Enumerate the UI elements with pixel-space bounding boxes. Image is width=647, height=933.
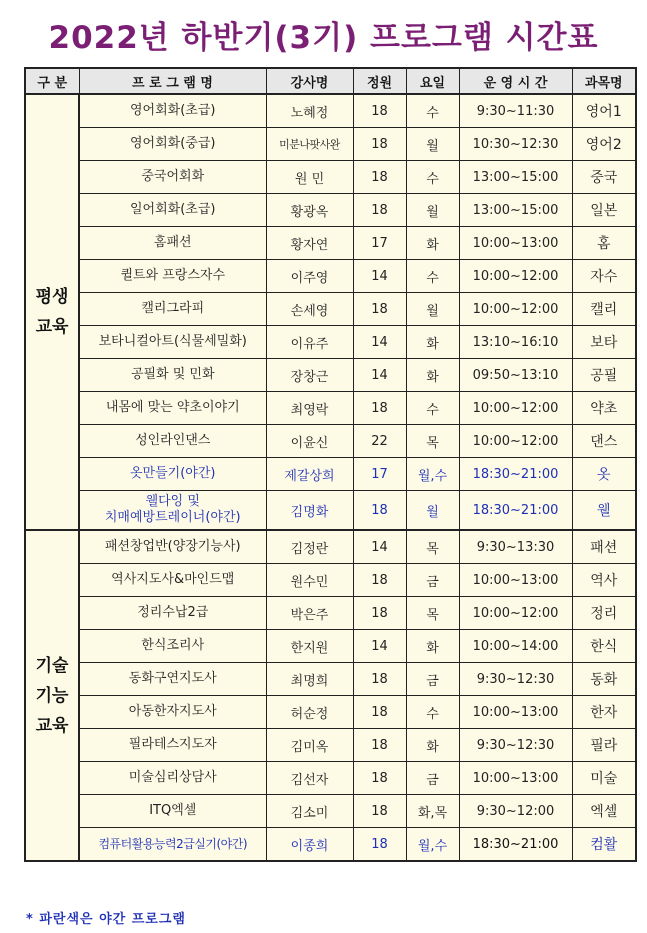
time: 9:30~12:30 [459,663,572,696]
subject: 보타 [572,326,636,359]
time: 10:00~12:00 [459,597,572,630]
header-subject: 과목명 [572,68,636,94]
table-row [25,425,636,458]
table-row [25,795,636,828]
table-row [25,729,636,762]
subject: 자수 [572,260,636,293]
day: 화 [406,359,459,392]
table-row [25,293,636,326]
table-row [25,227,636,260]
subject: 웰 [572,491,636,531]
day: 화 [406,630,459,663]
table-row-night [25,491,636,531]
capacity: 14 [353,326,406,359]
time: 10:00~12:00 [459,425,572,458]
table-row [25,597,636,630]
program-name: 퀼트와 프랑스자수 [79,260,266,293]
program-name: 홈패션 [79,227,266,260]
capacity: 22 [353,425,406,458]
program-name: 캘리그라피 [79,293,266,326]
program-name: 패션창업반(양장기능사) [79,530,266,564]
program-name: 영어회화(중급) [79,128,266,161]
day: 수 [406,392,459,425]
lecturer-name: 한지원 [266,630,353,663]
time: 10:00~12:00 [459,392,572,425]
table-row [25,260,636,293]
day: 화 [406,326,459,359]
day: 금 [406,564,459,597]
lecturer-name: 최영락 [266,392,353,425]
program-name: 일어회화(초급) [79,194,266,227]
day: 화,목 [406,795,459,828]
subject: 필라 [572,729,636,762]
time: 10:00~13:00 [459,696,572,729]
table-row [25,663,636,696]
time: 9:30~12:30 [459,729,572,762]
time: 10:00~14:00 [459,630,572,663]
lecturer-name: 미분나팟사완 [266,128,353,161]
capacity: 18 [353,597,406,630]
time: 10:30~12:30 [459,128,572,161]
section-lifelong: 평생 교육 [25,94,79,530]
lecturer-name: 이주영 [266,260,353,293]
time: 10:00~13:00 [459,762,572,795]
capacity: 18 [353,392,406,425]
day: 화 [406,729,459,762]
day: 금 [406,762,459,795]
program-name: 영어회화(초급) [79,94,266,128]
capacity: 14 [353,630,406,663]
time: 10:00~13:00 [459,227,572,260]
lecturer-name: 원 민 [266,161,353,194]
program-name: 성인라인댄스 [79,425,266,458]
capacity: 18 [353,729,406,762]
table-row [25,161,636,194]
lecturer-name: 김명화 [266,491,353,531]
time: 13:00~15:00 [459,161,572,194]
lecturer-name: 이윤신 [266,425,353,458]
lecturer-name: 황광옥 [266,194,353,227]
time: 18:30~21:00 [459,828,572,862]
header-program: 프 로 그 램 명 [79,68,266,94]
time: 13:10~16:10 [459,326,572,359]
subject: 영어2 [572,128,636,161]
subject: 약초 [572,392,636,425]
program-name: 내몸에 맞는 약초이야기 [79,392,266,425]
capacity: 18 [353,828,406,862]
table-row [25,530,636,564]
lecturer-name: 이종희 [266,828,353,862]
header-row [25,68,636,94]
subject: 중국 [572,161,636,194]
header-section: 구 분 [25,68,79,94]
lecturer-name: 김미옥 [266,729,353,762]
lecturer-name: 김정란 [266,530,353,564]
program-name: 한식조리사 [79,630,266,663]
subject: 역사 [572,564,636,597]
header-time: 운 영 시 간 [459,68,572,94]
day: 금 [406,663,459,696]
program-name: 중국어회화 [79,161,266,194]
day: 월 [406,293,459,326]
lecturer-name: 노혜정 [266,94,353,128]
table-row-night [25,458,636,491]
table-row [25,326,636,359]
time: 9:30~13:30 [459,530,572,564]
program-name: 미술심리상담사 [79,762,266,795]
subject: 미술 [572,762,636,795]
capacity: 17 [353,458,406,491]
capacity: 18 [353,663,406,696]
header-day: 요일 [406,68,459,94]
capacity: 18 [353,293,406,326]
lecturer-name: 김소미 [266,795,353,828]
capacity: 18 [353,696,406,729]
program-name: 정리수납2급 [79,597,266,630]
capacity: 18 [353,161,406,194]
capacity: 18 [353,762,406,795]
subject: 캘리 [572,293,636,326]
table-row [25,564,636,597]
table-row [25,696,636,729]
table-row [25,128,636,161]
table-row [25,94,636,128]
program-name: 옷만들기(야간) [79,458,266,491]
capacity: 18 [353,795,406,828]
lecturer-name: 장창근 [266,359,353,392]
lecturer-name: 이유주 [266,326,353,359]
subject: 댄스 [572,425,636,458]
time: 13:00~15:00 [459,194,572,227]
day: 목 [406,530,459,564]
table-row [25,194,636,227]
day: 수 [406,696,459,729]
table-row-night [25,828,636,862]
capacity: 18 [353,564,406,597]
lecturer-name: 제갈상희 [266,458,353,491]
lecturer-name: 원수민 [266,564,353,597]
capacity: 14 [353,260,406,293]
day: 월 [406,128,459,161]
day: 수 [406,260,459,293]
day: 수 [406,161,459,194]
capacity: 14 [353,530,406,564]
time: 9:30~11:30 [459,94,572,128]
program-name: 컴퓨터활용능력2급실기(야간) [79,828,266,862]
footnote: * 파란색은 야간 프로그램 [26,912,186,927]
program-name: 웰다잉 및 치매예방트레이너(야간) [79,491,266,531]
day: 월 [406,194,459,227]
program-name: 역사지도사&마인드맵 [79,564,266,597]
day: 월 [406,491,459,531]
lecturer-name: 최명희 [266,663,353,696]
day: 목 [406,597,459,630]
page-title: 2022년 하반기(3기) 프로그램 시간표 [48,20,599,56]
time: 18:30~21:00 [459,491,572,531]
day: 목 [406,425,459,458]
subject: 패션 [572,530,636,564]
subject: 공필 [572,359,636,392]
program-name: ITQ엑셀 [79,795,266,828]
program-name: 보타니컬아트(식물세밀화) [79,326,266,359]
program-name: 아동한자지도사 [79,696,266,729]
subject: 정리 [572,597,636,630]
capacity: 18 [353,94,406,128]
section-skills: 기술 기능 교육 [25,530,79,861]
lecturer-name: 김선자 [266,762,353,795]
subject: 엑셀 [572,795,636,828]
day: 월,수 [406,458,459,491]
program-name: 동화구연지도사 [79,663,266,696]
subject: 옷 [572,458,636,491]
subject: 영어1 [572,94,636,128]
subject: 한자 [572,696,636,729]
table-row [25,392,636,425]
program-name: 공필화 및 민화 [79,359,266,392]
time: 9:30~12:00 [459,795,572,828]
capacity: 18 [353,128,406,161]
subject: 홈 [572,227,636,260]
capacity: 18 [353,491,406,531]
subject: 한식 [572,630,636,663]
day: 화 [406,227,459,260]
lecturer-name: 손세영 [266,293,353,326]
table-row [25,762,636,795]
subject: 일본 [572,194,636,227]
capacity: 18 [353,194,406,227]
capacity: 14 [353,359,406,392]
schedule-table [24,67,637,862]
time: 10:00~12:00 [459,260,572,293]
time: 10:00~13:00 [459,564,572,597]
subject: 컴활 [572,828,636,862]
table-row [25,630,636,663]
time: 09:50~13:10 [459,359,572,392]
lecturer-name: 허순정 [266,696,353,729]
program-name: 필라테스지도자 [79,729,266,762]
capacity: 17 [353,227,406,260]
header-capacity: 정원 [353,68,406,94]
header-lecturer: 강사명 [266,68,353,94]
table-row [25,359,636,392]
time: 10:00~12:00 [459,293,572,326]
lecturer-name: 박은주 [266,597,353,630]
subject: 동화 [572,663,636,696]
day: 월,수 [406,828,459,862]
time: 18:30~21:00 [459,458,572,491]
lecturer-name: 황자연 [266,227,353,260]
day: 수 [406,94,459,128]
